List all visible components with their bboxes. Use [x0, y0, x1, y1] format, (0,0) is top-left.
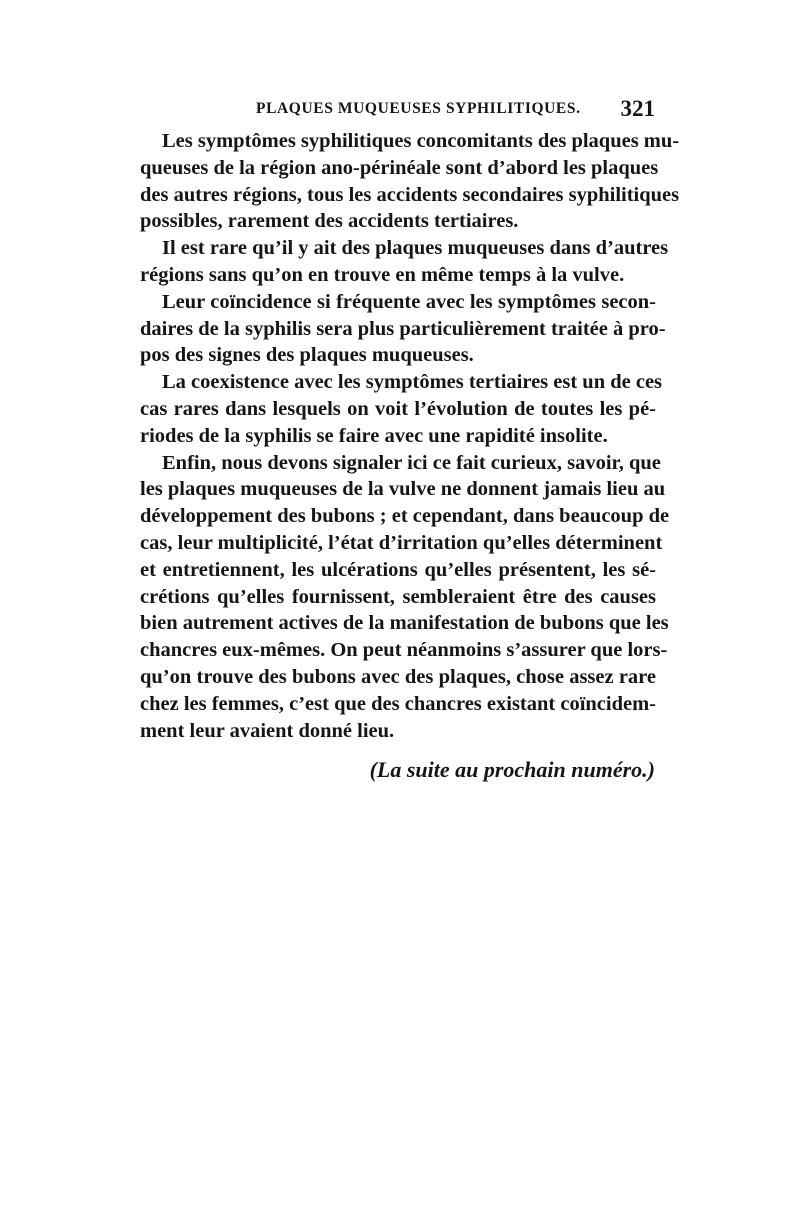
continuation-note: (La suite au prochain numéro.) — [369, 757, 655, 782]
text-line: Il est rare qu’il y ait des plaques muqueuses dans d’autres — [162, 237, 669, 260]
text-line: crétions qu’elles fournissent, sembleraient être des causes — [140, 585, 656, 608]
text-line: Les symptômes syphilitiques concomitants des plaques mu- — [162, 130, 680, 152]
text-line: cas rares dans lesquels on voit l’évolution de toutes les pé- — [140, 397, 656, 420]
text-line: possibles, rarement des accidents tertiaires. — [140, 210, 519, 233]
text-line: Leur coïncidence si fréquente avec les symptômes secon- — [162, 290, 656, 313]
text-line: régions sans qu’on en trouve en même temps à la vulve. — [140, 263, 625, 286]
running-head — [140, 96, 655, 122]
body-text — [140, 128, 680, 744]
text-line: La coexistence avec les symptômes tertiaires est un de ces — [162, 371, 663, 394]
text-line: daires de la syphilis sera plus particulièrement traitée à pro- — [140, 317, 666, 340]
text-line: et entretiennent, les ulcérations qu’elles présentent, les sé- — [140, 558, 656, 581]
text-line: Enfin, nous devons signaler ici ce fait curieux, savoir, que — [162, 451, 661, 474]
text-line: pos des signes des plaques muqueuses. — [140, 344, 474, 367]
text-line: cas, leur multiplicité, l’état d’irritation qu’elles déterminent — [140, 531, 663, 554]
text-line: chez les femmes, c’est que des chancres existant coïncidem- — [140, 692, 656, 715]
text-line: ment leur avaient donné lieu. — [140, 719, 395, 742]
running-title: PLAQUES MUQUEUSES SYPHILITIQUES. — [256, 100, 581, 117]
text-line: chancres eux-mêmes. On peut néanmoins s’assurer que lors- — [140, 639, 668, 662]
page-number: 321 — [620, 96, 655, 121]
text-line: qu’on trouve des bubons avec des plaques, chose assez rare — [140, 665, 656, 688]
text-line: bien autrement actives de la manifestation de bubons que les — [140, 612, 669, 635]
text-line: queuses de la région ano-périnéale sont d’abord les plaques — [140, 156, 659, 179]
text-line: riodes de la syphilis se faire avec une rapidité insolite. — [140, 424, 608, 447]
text-line: développement des bubons ; et cependant, dans beaucoup de — [140, 505, 670, 528]
text-line: des autres régions, tous les accidents secondaires syphilitiques — [140, 183, 680, 206]
text-line: les plaques muqueuses de la vulve ne donnent jamais lieu au — [140, 478, 666, 501]
